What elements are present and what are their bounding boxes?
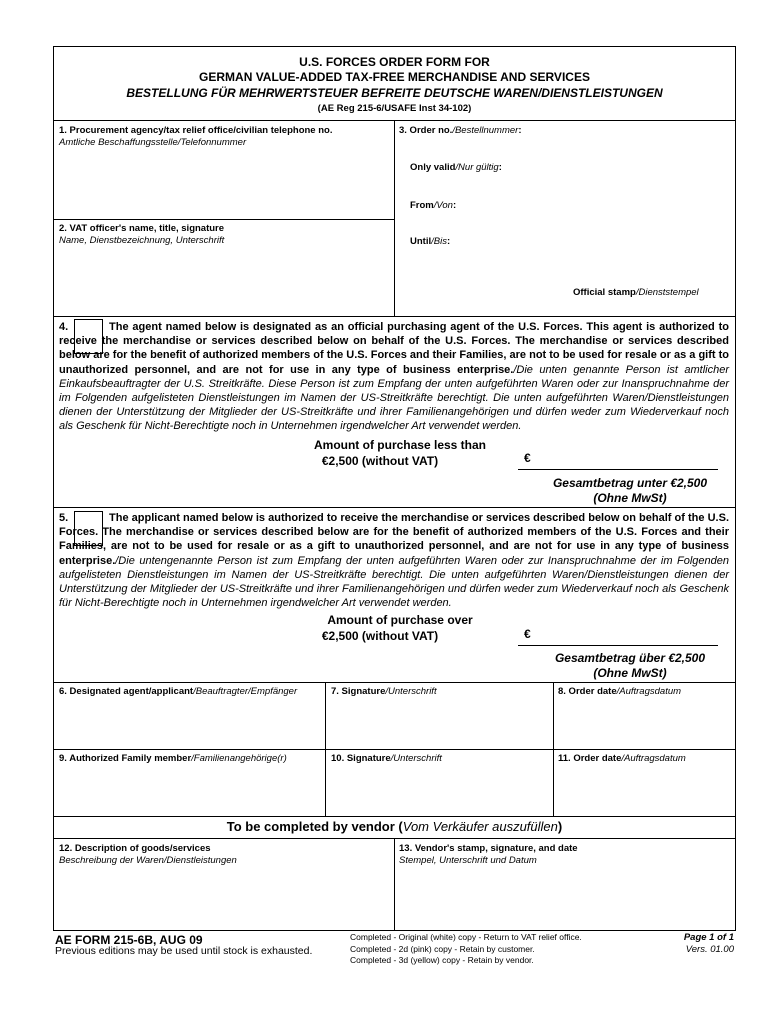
field-6-label: 6. Designated agent/applicant/Beauftragter/Empfänger <box>59 686 298 697</box>
from-date-input[interactable] <box>462 197 662 213</box>
order-no-label: 3. Order no./Bestellnummer: <box>399 125 522 136</box>
field-2-label: 2. VAT officer's name, title, signature <box>59 223 225 234</box>
section-5-total-label: Gesamtbetrag über €2,500 (Ohne MwSt) <box>554 651 706 680</box>
section-4-amount-input[interactable] <box>534 452 718 468</box>
section-4-number: 4. <box>59 321 69 333</box>
field-1-label: 1. Procurement agency/tax relief office/civilian telephone no. <box>59 125 333 136</box>
official-stamp-label: Official stamp/Dienststempel <box>573 287 699 298</box>
divider <box>53 316 736 317</box>
section-5-text: The applicant named below is authorized to receive the merchandise or services described below on behalf of the U.S. Forces. The merchandise or services described below are for the benefit of authorized members of the U.S. Forces and their Families, are not to be used for resale or as a gift to unauthorized personnel, and are not for use in any type of business enterprise./Die untengenannte Person ist zum Empfang der unten aufgeführten Waren oder zur Inanspruchnahme der im Folgenden aufgelisteten Dienstleistungen im Namen der US-Streitkräfte berechtigt. Die unten aufgeführten Waren/Dienstleistungen dienen der Unterstützung der Mitglieder der US-Streitkräfte und ihrer Familienangehörigen und dürfen weder zum Wiederverkauf noch als Geschenk für Nicht-Berechtigte noch in Unternehmen irgendwelcher Art verwendet werden. <box>59 512 729 610</box>
field-13-label-german: Stempel, Unterschrift und Datum <box>399 855 537 866</box>
title-line-3-german: BESTELLUNG FÜR MEHRWERTSTEUER BEFREITE DEUTSCHE WAREN/DIENSTLEISTUNGEN <box>126 86 663 100</box>
copy-distribution: Completed - Original (white) copy - Return to VAT relief office. Completed - 2d (pink) copy - Retain by customer. Completed - 3d (yellow) copy - Retain by vendor. <box>350 932 582 965</box>
vendor-section-heading: To be completed by vendor (Vom Verkäufer auszufüllen) <box>226 819 563 834</box>
field-7-label: 7. Signature/Unterschrift <box>331 686 437 697</box>
field-8-label: 8. Order date/Auftragsdatum <box>558 686 682 697</box>
section-4-text: The agent named below is designated as an official purchasing agent of the U.S. Forces. This agent is authorized to receive the merchandise or services described below on behalf of the U.S. Forces. The merchandise or services described below are for the benefit of authorized members of the U.S. Forces and their Families, are not to be used for resale or as a gift to unauthorized personnel, and are not for use in any type of business enterprise./Die unten genannte Person ist amtlicher Einkaufsbeauftragter der U.S. Streitkräfte. Diese Person ist zum Empfang der unten aufgeführten Waren oder zur Inanspruchnahme der im Folgenden aufgelisteten Dienstleistungen im Namen der US-Streitkräfte berechtigt. Die unten aufgeführten Waren/Dienstleistungen dienen der Unterstützung der Mitglieder der US-Streitkräfte und ihrer Familienangehörigen und dürfen weder zum Wiederverkauf noch als Geschenk für Nicht-Berechtigte noch in Unternehmen irgendwelcher Art verwendet werden. <box>59 321 729 433</box>
section-5-number: 5. <box>59 512 69 524</box>
procurement-agency-input[interactable] <box>56 150 392 216</box>
previous-editions-note: Previous editions may be used until stock is exhausted. <box>55 945 313 957</box>
field-11-label: 11. Order date/Auftragsdatum <box>558 753 686 764</box>
divider <box>53 219 394 220</box>
title-line-2: GERMAN VALUE-ADDED TAX-FREE MERCHANDISE AND SERVICES <box>199 70 590 84</box>
field-9-label: 9. Authorized Family member/Familienangehörige(r) <box>59 753 287 764</box>
goods-description-input[interactable] <box>56 869 392 929</box>
title-line-1: U.S. FORCES ORDER FORM FOR <box>299 55 490 69</box>
order-date-8-input[interactable] <box>556 700 733 746</box>
until-date-input[interactable] <box>456 233 656 249</box>
signature-7-input[interactable] <box>328 700 550 746</box>
field-1-label-german: Amtliche Beschaffungsstelle/Telefonnummer <box>59 137 247 148</box>
divider <box>53 507 736 508</box>
divider <box>394 120 395 316</box>
designated-agent-input[interactable] <box>56 700 322 746</box>
order-date-11-input[interactable] <box>556 767 733 813</box>
section-4-total-label: Gesamtbetrag unter €2,500 (Ohne MwSt) <box>552 476 708 505</box>
section-4-euro-sign: € <box>524 451 531 465</box>
section-4-amount-line-2: €2,500 (without VAT) <box>321 454 439 468</box>
field-12-label: 12. Description of goods/services <box>59 843 211 854</box>
section-5-amount-underline <box>518 645 718 646</box>
version-number: Vers. 01.00 <box>685 944 734 955</box>
section-4-amount-line-1: Amount of purchase less than <box>313 438 487 452</box>
vat-officer-input[interactable] <box>56 249 392 314</box>
regulation-reference: (AE Reg 215-6/USAFE Inst 34-102) <box>317 103 472 114</box>
until-label: Until/Bis: <box>410 236 451 247</box>
divider <box>53 749 736 750</box>
divider <box>53 816 736 817</box>
divider <box>53 682 736 683</box>
field-2-label-german: Name, Dienstbezeichnung, Unterschrift <box>59 235 225 246</box>
section-5-amount-line-1: Amount of purchase over <box>327 613 473 627</box>
family-member-input[interactable] <box>56 767 322 813</box>
vendor-stamp-input[interactable] <box>397 869 733 929</box>
field-13-label: 13. Vendor's stamp, signature, and date <box>399 843 578 854</box>
order-no-input[interactable] <box>530 122 730 138</box>
signature-10-input[interactable] <box>328 767 550 813</box>
section-5-amount-input[interactable] <box>534 628 718 644</box>
field-10-label: 10. Signature/Unterschrift <box>331 753 442 764</box>
divider <box>394 838 395 931</box>
field-12-label-german: Beschreibung der Waren/Dienstleistungen <box>59 855 237 866</box>
form-number: AE FORM 215-6B, AUG 09 <box>55 933 203 947</box>
section-5-euro-sign: € <box>524 627 531 641</box>
only-valid-label: Only valid/Nur gültig: <box>410 162 502 173</box>
section-4-amount-underline <box>518 469 718 470</box>
page-number: Page 1 of 1 <box>683 932 734 943</box>
section-5-amount-line-2: €2,500 (without VAT) <box>321 629 439 643</box>
from-label: From/Von: <box>410 200 457 211</box>
